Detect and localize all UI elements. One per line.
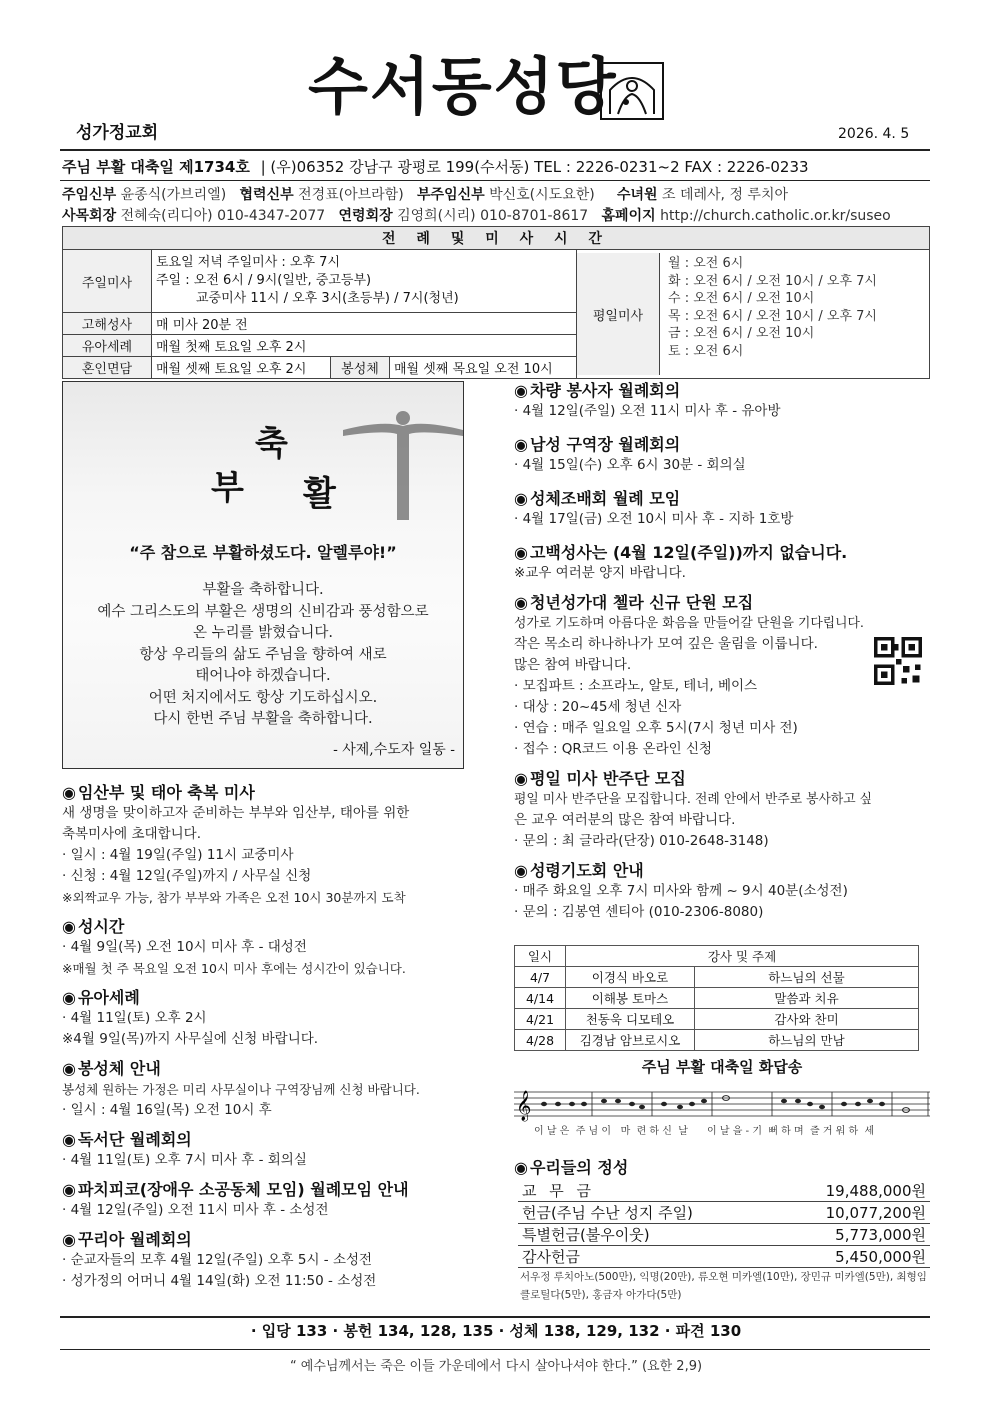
union-label: 연령회장 (338, 208, 393, 224)
notice-line: · 매주 화요일 오후 7시 미사와 함께 ~ 9시 40분(소성전) (514, 883, 848, 899)
notice-title: ◉ 파치피코(장애우 소공동체 모임) 월례모임 안내 (62, 1177, 472, 1200)
psalm-lyrics: 이 날 은 주 님 이 마 련 하 신 날 이 날 을 - 기 뻐 하 며 즐 거 워 하 세 (534, 1126, 875, 1137)
table-cell: 19,488,000원 (775, 1180, 930, 1202)
notice-line: 많은 참여 바랍니다. (514, 657, 632, 673)
nun-label: 수녀원 (616, 187, 658, 203)
notice-title: ◉ 봉성체 안내 (62, 1056, 472, 1079)
notice-line: ※매월 첫 주 목요일 오전 10시 미사 후에는 성시간이 있습니다. (62, 961, 406, 976)
adoration-label: 봉성체 (331, 357, 390, 379)
notice-line: · 4월 9일(목) 오전 10시 미사 후 - 대성전 (62, 939, 307, 955)
notice-body (514, 613, 930, 760)
notice-title: ◉ 성체조배회 월례 모임 (514, 486, 930, 509)
right-notices (514, 378, 930, 923)
notice-line: · 문의 : 김봉연 센티아 (010-2306-8080) (514, 904, 764, 920)
notice-body (62, 1150, 472, 1171)
message-line: 온 누리를 밝혔습니다. (193, 625, 333, 641)
notice-body (62, 1250, 472, 1292)
notice-line: 성가로 기도하며 아름다운 화음을 만들어갈 단원을 기다립니다. (514, 616, 864, 631)
infant-baptism-time: 매월 첫째 토요일 오후 2시 (152, 335, 577, 357)
table-cell: 10,077,200원 (775, 1202, 930, 1224)
table-row (515, 1030, 919, 1051)
notice-line: · 순교자들의 모후 4월 12일(주일) 오후 5시 - 소성전 (62, 1252, 373, 1268)
schedule-heading: 전 례 및 미 사 시 간 (63, 227, 930, 250)
table-cell: 교 무 금 (518, 1180, 775, 1202)
notice-body (62, 1008, 472, 1050)
notice-line: ※4월 9일(목)까지 사무실에 신청 바랍니다. (62, 1031, 319, 1047)
notice-title: ◉ 성시간 (62, 914, 472, 937)
sunday-mass-times (152, 250, 577, 313)
weekday-cell (577, 250, 930, 379)
greeting-char-1: 축 (255, 424, 288, 464)
notice-line: · 신청 : 4월 12일(주일)까지 / 사무실 신청 (62, 868, 312, 884)
notice-line: · 4월 17일(금) 오전 10시 미사 후 - 지하 1호방 (514, 511, 794, 527)
union-contact: 김영희(시리) 010-8701-8617 (397, 208, 589, 224)
divider (60, 149, 930, 151)
notice-line: 새 생명을 맞이하고자 준비하는 부부와 임산부, 태아를 위한 (62, 805, 410, 821)
president-label: 사목회장 (62, 208, 117, 224)
notice-title: ◉ 차량 봉사자 월례회의 (514, 378, 930, 401)
notice-line: · 4월 11일(토) 오후 7시 미사 후 - 회의실 (62, 1152, 307, 1168)
notice-title: ◉ 성령기도회 안내 (514, 858, 930, 881)
notice-line: ※외짝교우 가능, 참가 부부와 가족은 오전 10시 30분까지 도착 (62, 890, 406, 905)
table-cell: 이해봉 토마스 (566, 988, 695, 1009)
divider (60, 1316, 930, 1318)
sunday-mass-label: 주일미사 (63, 250, 152, 313)
confession-label: 고해성사 (63, 313, 152, 335)
saturday-mass: 토요일 저녁 주일미사 : 오후 7시 (156, 255, 341, 270)
adoration-time: 매월 셋째 목요일 오전 10시 (390, 357, 577, 379)
bible-verse: “ 예수님께서는 죽은 이들 가운데에서 다시 살아나셔야 한다.” (요한 2,9) (289, 1359, 703, 1374)
easter-message (63, 580, 463, 731)
schedule-table (62, 226, 930, 379)
church-logo-icon (600, 62, 664, 120)
weekday-thu: 목 : 오전 6시 / 오전 10시 / 오후 7시 (668, 308, 877, 324)
message-line: 항상 우리들의 삶도 주님을 향하여 새로 (139, 646, 387, 663)
notice-title: ◉ 남성 구역장 월례회의 (514, 432, 930, 455)
notice-line: 은 교우 여러분의 많은 참여 바랍니다. (514, 812, 736, 828)
message-line: 다시 한번 주님 부활을 축하합니다. (153, 711, 373, 727)
table-cell: 5,450,000원 (775, 1246, 930, 1268)
table-cell: 4/7 (515, 967, 566, 988)
high-mass: 교중미사 11시 / 오후 3시(초등부) / 7시(청년) (196, 291, 459, 306)
table-cell: 4/14 (515, 988, 566, 1009)
prayer-schedule-table (514, 945, 919, 1051)
weekday-mass-label: 평일미사 (577, 253, 660, 375)
table-cell: 헌금(주님 수난 성지 주일) (518, 1202, 775, 1224)
notice-line: · 모집파트 : 소프라노, 알토, 테너, 베이스 (514, 678, 758, 694)
table-cell: 4/21 (515, 1009, 566, 1030)
notice-title: ◉ 유아세례 (62, 985, 472, 1008)
weekday-sat: 토 : 오전 6시 (668, 343, 744, 359)
notice-title: ◉ 고백성사는 (4월 12일(주일))까지 없습니다. (514, 540, 930, 563)
table-row (515, 967, 919, 988)
notice-line: 평일 미사 반주단을 모집합니다. 전례 안에서 반주로 봉사하고 싶 (514, 792, 873, 807)
table-cell: 5,773,000원 (775, 1224, 930, 1246)
svg-text:𝄞: 𝄞 (516, 1091, 532, 1121)
notice-body (514, 881, 930, 923)
greeting-char-2: 부 (211, 468, 244, 508)
notice-line: · 일시 : 4월 16일(목) 오전 10시 후 (62, 1102, 272, 1118)
notice-body (514, 789, 930, 852)
message-line: 부활을 축하합니다. (202, 582, 324, 598)
table-cell: 하느님의 선물 (695, 967, 919, 988)
easter-quote: “주 참으로 부활하셨도다. 알렐루야!” (129, 543, 397, 562)
offering-note (520, 1268, 927, 1304)
notice-line: · 문의 : 최 글라라(단장) 010-2648-3148) (514, 833, 769, 849)
hymn-numbers: · 입당 133 · 봉헌 134, 128, 135 · 성체 138, 129, 132 · 파견 130 (250, 1322, 742, 1340)
offering-note-line: 서우정 루치아노(500만), 익명(20만), 류오현 미카엘(10만), 장민규 미카엘(5만), 최형임 (520, 1271, 927, 1283)
notice-line: · 성가정의 어머니 4월 14일(화) 오전 11:50 - 소성전 (62, 1273, 377, 1289)
message-line: 예수 그리스도의 부활은 생명의 신비감과 풍성함으로 (97, 603, 429, 620)
offering-table (518, 1180, 930, 1268)
greeting-char-3: 활 (303, 474, 336, 514)
table-cell: 천동욱 디모테오 (566, 1009, 695, 1030)
coop-label: 협력신부 (239, 187, 294, 203)
table-row (515, 1009, 919, 1030)
table-cell: 특별헌금(불우이웃) (518, 1224, 775, 1246)
notice-body (62, 803, 472, 908)
offering-note-line: 클로틸다(5만), 홍금자 아가다(5만) (520, 1289, 682, 1301)
address-contact: | (우)06352 강남구 광평로 199(수서동) TEL : 2226-0231~2 FAX : 2226-0233 (260, 158, 809, 176)
weekday-wed: 수 : 오전 6시 / 오전 10시 (668, 291, 815, 306)
message-line: 어떤 처지에서도 항상 기도하십시오. (148, 689, 378, 706)
qr-code-icon[interactable] (874, 637, 922, 685)
table-row (515, 988, 919, 1009)
table-row (518, 1202, 930, 1224)
contact-row (62, 205, 891, 225)
notice-line: ※교우 여러분 양지 바랍니다. (514, 565, 686, 581)
homepage-link[interactable]: http://church.catholic.or.kr/suseo (660, 208, 891, 224)
christ-statue-icon (343, 390, 463, 520)
clergy-row (62, 184, 788, 204)
notice-title: ◉ 청년성가대 첼라 신규 단원 모집 (514, 590, 930, 613)
table-row (518, 1224, 930, 1246)
issue-date: 2026. 4. 5 (838, 126, 910, 142)
weekday-tue: 화 : 오전 6시 / 오전 10시 / 오후 7시 (668, 273, 877, 289)
notice-line: · 4월 12일(주일) 오전 11시 미사 후 - 소성전 (62, 1202, 329, 1218)
table-cell: 감사와 찬미 (695, 1009, 919, 1030)
notice-line: · 접수 : QR코드 이용 온라인 신청 (514, 741, 713, 757)
notice-body (62, 1079, 472, 1121)
infant-baptism-label: 유아세례 (63, 335, 152, 357)
table-header: 강사 및 주제 (566, 946, 919, 967)
nun-names: 조 데레사, 정 루치아 (662, 187, 788, 203)
pastor-name: 윤종식(가브리엘) (120, 187, 227, 203)
assist-name: 박신호(시도요한) (489, 187, 595, 203)
notice-line: 작은 목소리 하나하나가 모여 깊은 울림을 이룹니다. (514, 636, 818, 652)
notice-title: ◉ 꾸리아 월례회의 (62, 1227, 472, 1250)
weekday-fri: 금 : 오전 6시 / 오전 10시 (668, 326, 815, 341)
table-cell: 4/28 (515, 1030, 566, 1051)
pastor-label: 주임신부 (62, 187, 117, 203)
president-contact: 전혜숙(리디아) 010-4347-2077 (120, 208, 326, 224)
left-notices (62, 780, 472, 1292)
easter-greeting-box (62, 381, 464, 769)
page-title: 수서동성당 (308, 50, 618, 123)
notice-body (62, 1200, 472, 1221)
table-row (518, 1180, 930, 1202)
table-header: 일시 (515, 946, 566, 967)
notice-line: · 대상 : 20~45세 청년 신자 (514, 699, 682, 715)
notice-title: ◉ 평일 미사 반주단 모집 (514, 766, 930, 789)
table-row (518, 1246, 930, 1268)
notice-line: 축복미사에 초대합니다. (62, 826, 201, 842)
table-cell: 이경식 바오로 (566, 967, 695, 988)
table-cell: 감사헌금 (518, 1246, 775, 1268)
marriage-time: 매월 셋째 토요일 오후 2시 (152, 357, 331, 379)
psalm-title: 주님 부활 대축일 화답송 (641, 1058, 803, 1076)
music-staff-icon (514, 1084, 930, 1122)
notice-title: ◉ 독서단 월례회의 (62, 1127, 472, 1150)
confession-time: 매 미사 20분 전 (152, 313, 577, 335)
notice-line: · 4월 11일(토) 오후 2시 (62, 1010, 207, 1026)
notice-line: · 4월 12일(주일) 오전 11시 미사 후 - 유아방 (514, 403, 781, 419)
notice-title: ◉ 임산부 및 태아 축복 미사 (62, 780, 472, 803)
organization-name: 성가정교회 (76, 123, 159, 143)
coop-name: 전경표(아브라함) (298, 187, 404, 203)
notice-line: 봉성체 원하는 가정은 미리 사무실이나 구역장님께 신청 바랍니다. (62, 1082, 420, 1097)
sunday-mass: 주일 : 오전 6시 / 9시(일반, 중고등부) (156, 273, 372, 288)
issue-info (62, 156, 809, 177)
easter-signature: - 사제,수도자 일동 - (333, 742, 455, 758)
divider (60, 1349, 930, 1350)
notice-line: · 연습 : 매주 일요일 오후 5시(7시 청년 미사 전) (514, 720, 798, 736)
weekday-times (660, 253, 885, 375)
message-line: 태어나야 하겠습니다. (195, 668, 331, 684)
notice-body (62, 937, 472, 979)
notice-line: · 일시 : 4월 19일(주일) 11시 교중미사 (62, 847, 294, 863)
weekday-mon: 월 : 오전 6시 (668, 256, 744, 271)
table-cell: 김경남 암브로시오 (566, 1030, 695, 1051)
offering-title: ◉ 우리들의 정성 (514, 1155, 628, 1178)
marriage-label: 혼인면담 (63, 357, 152, 379)
issue-number: 주님 부활 대축일 제1734호 (62, 158, 250, 176)
assist-label: 부주임신부 (417, 187, 485, 203)
table-cell: 말씀과 치유 (695, 988, 919, 1009)
table-cell: 하느님의 만남 (695, 1030, 919, 1051)
divider (60, 180, 930, 181)
notice-line: · 4월 15일(수) 오후 6시 30분 - 회의실 (514, 457, 746, 473)
homepage-label: 홈페이지 (601, 208, 656, 224)
